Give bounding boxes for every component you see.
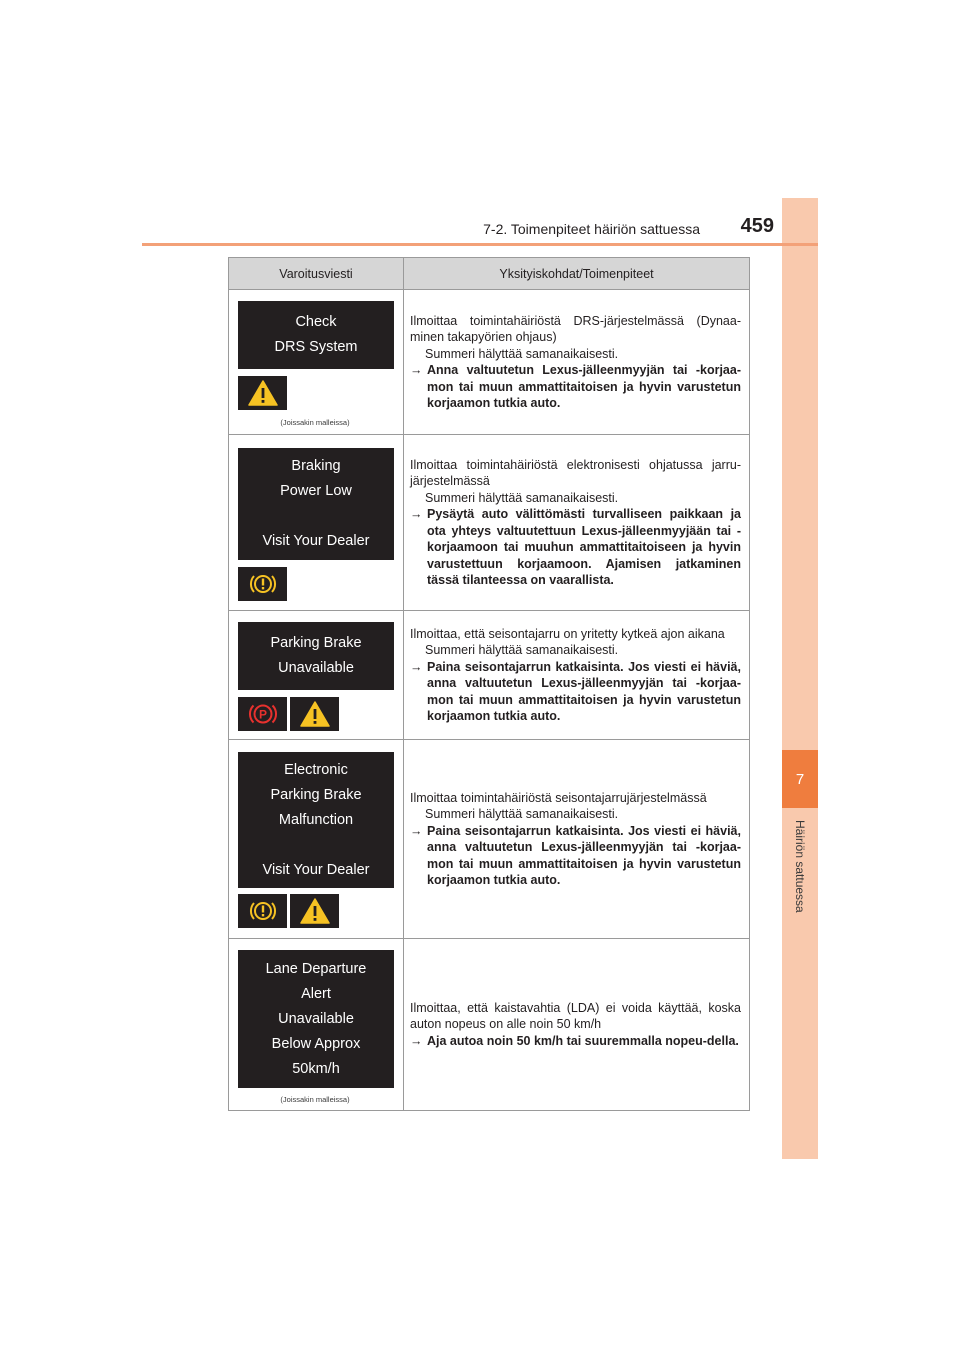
details-cell: [404, 939, 750, 1111]
action-text: → Aja autoa noin 50 km/h tai suuremmalla nopeu-della.: [410, 1033, 739, 1048]
table-header-row: [229, 258, 750, 290]
action-text: → Pysäytä auto välittömästi turvalliseen paikkaan ja ota yhteys valtuutettuun Lexus-jälleenmyyjään tai -korjaamoon tai muuhun ammattitaitoiseen ja hyvin varustettuun korjaamoon. Ajamisen jatkaminen tässä tilanteessa on vaarallista.: [410, 507, 741, 587]
description-text: Ilmoittaa, että kaistavahtia (LDA) ei voida käyttää, koska auton nopeus on alle noin 50 km/h: [410, 1000, 741, 1032]
header-rule: [142, 243, 818, 246]
details-cell: [404, 611, 750, 740]
table-row: [229, 435, 750, 611]
warning-message-display: Lane Departure Alert Unavailable Below Approx 50km/h: [238, 950, 394, 1088]
arrow-icon: →: [410, 507, 423, 521]
description-text: Ilmoittaa, että seisontajarru on yritetty kytkeä ajon aikana: [410, 626, 725, 641]
buzzer-text: Summeri hälyttää samanaikaisesti.: [425, 643, 619, 657]
action-text: → Paina seisontajarrun katkaisinta. Jos viesti ei häviä, anna valtuutetun Lexus-jälleenmyyjän tai -korjaa-mon tai muun ammattitaitoisen ja hyvin varustetun korjaamon tutkia auto.: [410, 659, 741, 723]
message-cell: [229, 611, 404, 740]
arrow-icon: →: [410, 1033, 423, 1048]
warning-message-display: Parking Brake Unavailable: [238, 622, 394, 690]
svg-text:P: P: [258, 707, 267, 722]
table-row: [229, 939, 750, 1111]
brake-warning-icon: [238, 894, 287, 928]
details-cell: [404, 740, 750, 939]
warning-message-display: Braking Power Low Visit Your Dealer: [238, 448, 394, 560]
buzzer-text: Summeri hälyttää samanaikaisesti.: [425, 807, 619, 821]
details-cell: [404, 290, 750, 435]
table-row: [229, 740, 750, 939]
warning-message-display: Electronic Parking Brake Malfunction Visit Your Dealer: [238, 752, 394, 888]
table-row: [229, 611, 750, 740]
message-cell: [229, 740, 404, 939]
action-text: → Anna valtuutetun Lexus-jälleenmyyjän tai -korjaa-mon tai muun ammattitaitoisen ja hyvin varustetun korjaamon tutkia auto.: [410, 363, 741, 410]
arrow-icon: →: [410, 659, 423, 674]
warning-triangle-icon: [238, 376, 287, 410]
warning-table: [228, 257, 750, 1111]
message-cell: [229, 939, 404, 1111]
section-title: 7-2. Toimenpiteet häiriön sattuessa: [483, 221, 700, 237]
message-cell: [229, 290, 404, 435]
chapter-number: 7: [782, 750, 818, 808]
action-text: → Paina seisontajarrun katkaisinta. Jos viesti ei häviä, anna valtuutetun Lexus-jälleenmyyjän tai -korjaa-mon tai muun ammattitaitoisen ja hyvin varustetun korjaamon tutkia auto.: [410, 823, 741, 887]
chapter-label: Häiriön sattuessa: [793, 820, 807, 913]
brake-warning-icon: [238, 567, 287, 601]
warning-message-display: Check DRS System: [238, 301, 394, 369]
column-header-message: Varoitusviesti: [229, 258, 404, 290]
chapter-side-tab: [782, 198, 818, 1159]
column-header-details: Yksityiskohdat/Toimenpiteet: [404, 258, 750, 290]
description-text: Ilmoittaa toimintahäiriöstä DRS-järjestelmässä (Dynaa-minen takapyörien ohjaus): [410, 313, 741, 344]
arrow-icon: →: [410, 823, 423, 838]
buzzer-text: Summeri hälyttää samanaikaisesti.: [425, 490, 619, 505]
arrow-icon: →: [410, 363, 423, 377]
description-text: Ilmoittaa toimintahäiriöstä seisontajarrujärjestelmässä: [410, 790, 707, 805]
model-note: (Joissakin malleissa): [280, 1095, 350, 1104]
details-cell: [404, 435, 750, 611]
table-row: [229, 290, 750, 435]
description-text: Ilmoittaa toimintahäiriöstä elektronisesti ohjatussa jarru-järjestelmässä: [410, 457, 741, 488]
message-cell: [229, 435, 404, 611]
parking-brake-icon: [238, 697, 287, 731]
warning-triangle-icon: [290, 697, 339, 731]
buzzer-text: Summeri hälyttää samanaikaisesti.: [425, 346, 619, 361]
page-number: 459: [740, 215, 774, 237]
warning-triangle-icon: [290, 894, 339, 928]
model-note: (Joissakin malleissa): [280, 418, 350, 427]
